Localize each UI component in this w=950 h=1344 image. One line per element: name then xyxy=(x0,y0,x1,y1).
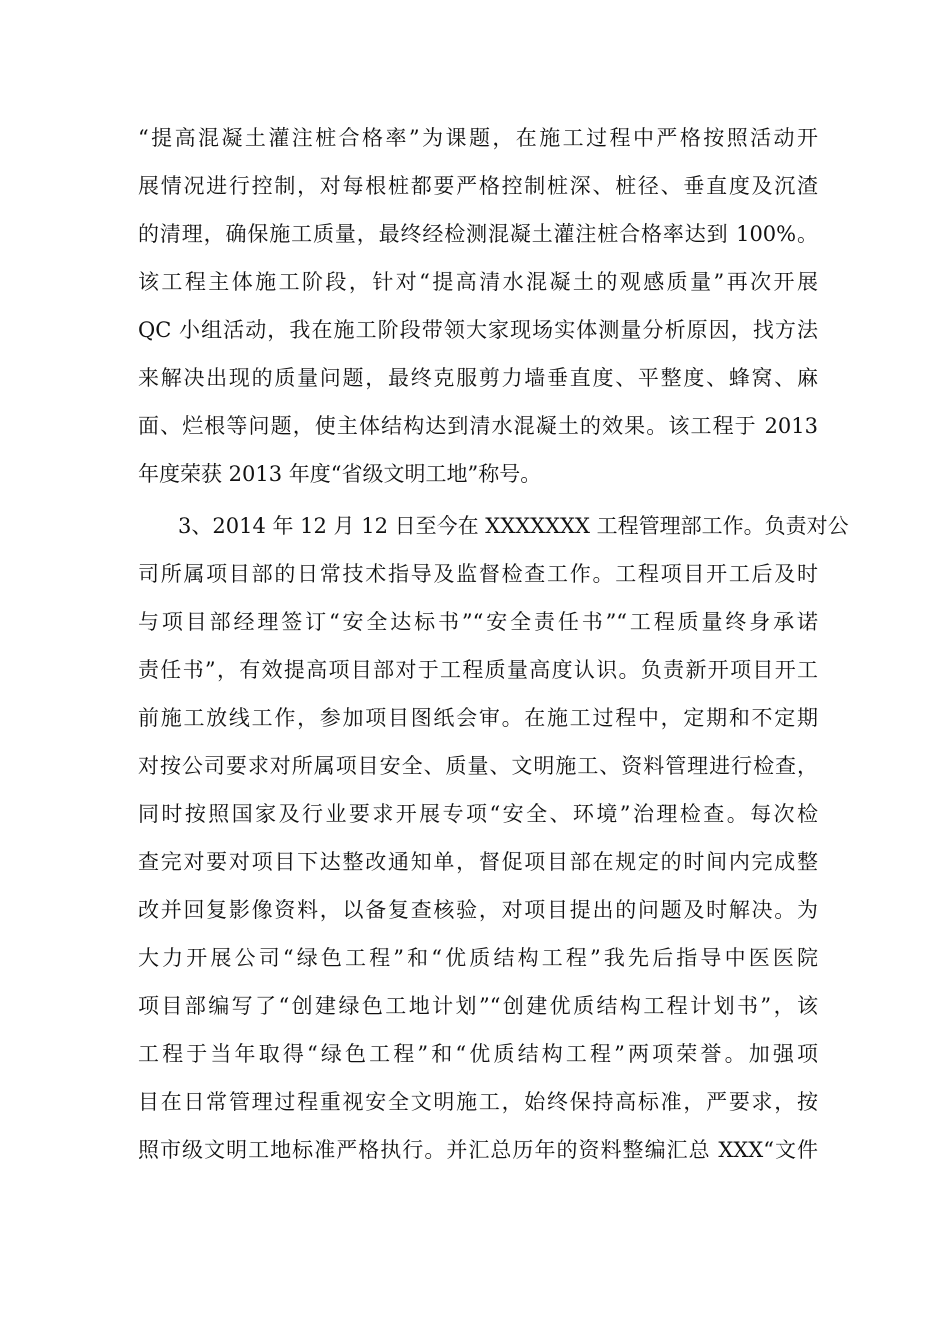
paragraph-line: 责任书”，有效提高项目部对于工程质量高度认识。负责新开项目开工 xyxy=(138,658,818,682)
paragraph-line: 大力开展公司“绿色工程”和“优质结构工程”我先后指导中医医院 xyxy=(138,946,818,970)
document-body xyxy=(138,114,849,1174)
paragraph-line: 该工程主体施工阶段，针对“提高清水混凝土的观感质量”再次开展 xyxy=(138,270,818,294)
paragraph-line: 司所属项目部的日常技术指导及监督检查工作。工程项目开工后及时 xyxy=(138,562,818,586)
paragraph-line: 来解决出现的质量问题，最终克服剪力墙垂直度、平整度、蜂窝、麻 xyxy=(138,366,818,390)
paragraph-line: 展情况进行控制，对每根桩都要严格控制桩深、桩径、垂直度及沉渣 xyxy=(138,174,818,198)
paragraph-line: 前施工放线工作，参加项目图纸会审。在施工过程中，定期和不定期 xyxy=(138,706,818,730)
paragraph-line: 目在日常管理过程重视安全文明施工，始终保持高标准，严要求，按 xyxy=(138,1090,818,1114)
paragraph-line: 的清理，确保施工质量，最终经检测混凝土灌注桩合格率达到 100%。 xyxy=(138,222,818,246)
paragraph-line: 改并回复影像资料，以备复查核验，对项目提出的问题及时解决。为 xyxy=(138,898,818,922)
paragraph-line: 年度荣获 2013 年度“省级文明工地”称号。 xyxy=(138,462,542,486)
paragraph-line: 对按公司要求对所属项目安全、质量、文明施工、资料管理进行检查， xyxy=(138,754,818,778)
paragraph-line: 工程于当年取得“绿色工程”和“优质结构工程”两项荣誉。加强项 xyxy=(138,1042,818,1066)
paragraph-1 xyxy=(138,114,818,498)
paragraph-line: “提高混凝土灌注桩合格率”为课题，在施工过程中严格按照活动开 xyxy=(138,126,818,150)
paragraph-line: 同时按照国家及行业要求开展专项“安全、环境”治理检查。每次检 xyxy=(138,802,818,826)
paragraph-2 xyxy=(138,502,849,1174)
paragraph-line: QC 小组活动，我在施工阶段带领大家现场实体测量分析原因，找方法 xyxy=(138,318,818,342)
paragraph-line: 照市级文明工地标准严格执行。并汇总历年的资料整编汇总 XXX“文件 xyxy=(138,1138,818,1162)
paragraph-line: 与项目部经理签订“安全达标书”“安全责任书”“工程质量终身承诺 xyxy=(138,610,818,634)
paragraph-line: 3、2014 年 12 月 12 日至今在 XXXXXXX 工程管理部工作。负责对公 xyxy=(178,514,849,538)
paragraph-line: 面、烂根等问题，使主体结构达到清水混凝土的效果。该工程于 2013 xyxy=(138,414,818,438)
paragraph-line: 项目部编写了“创建绿色工地计划”“创建优质结构工程计划书”，该 xyxy=(138,994,818,1018)
paragraph-line: 查完对要对项目下达整改通知单，督促项目部在规定的时间内完成整 xyxy=(138,850,818,874)
